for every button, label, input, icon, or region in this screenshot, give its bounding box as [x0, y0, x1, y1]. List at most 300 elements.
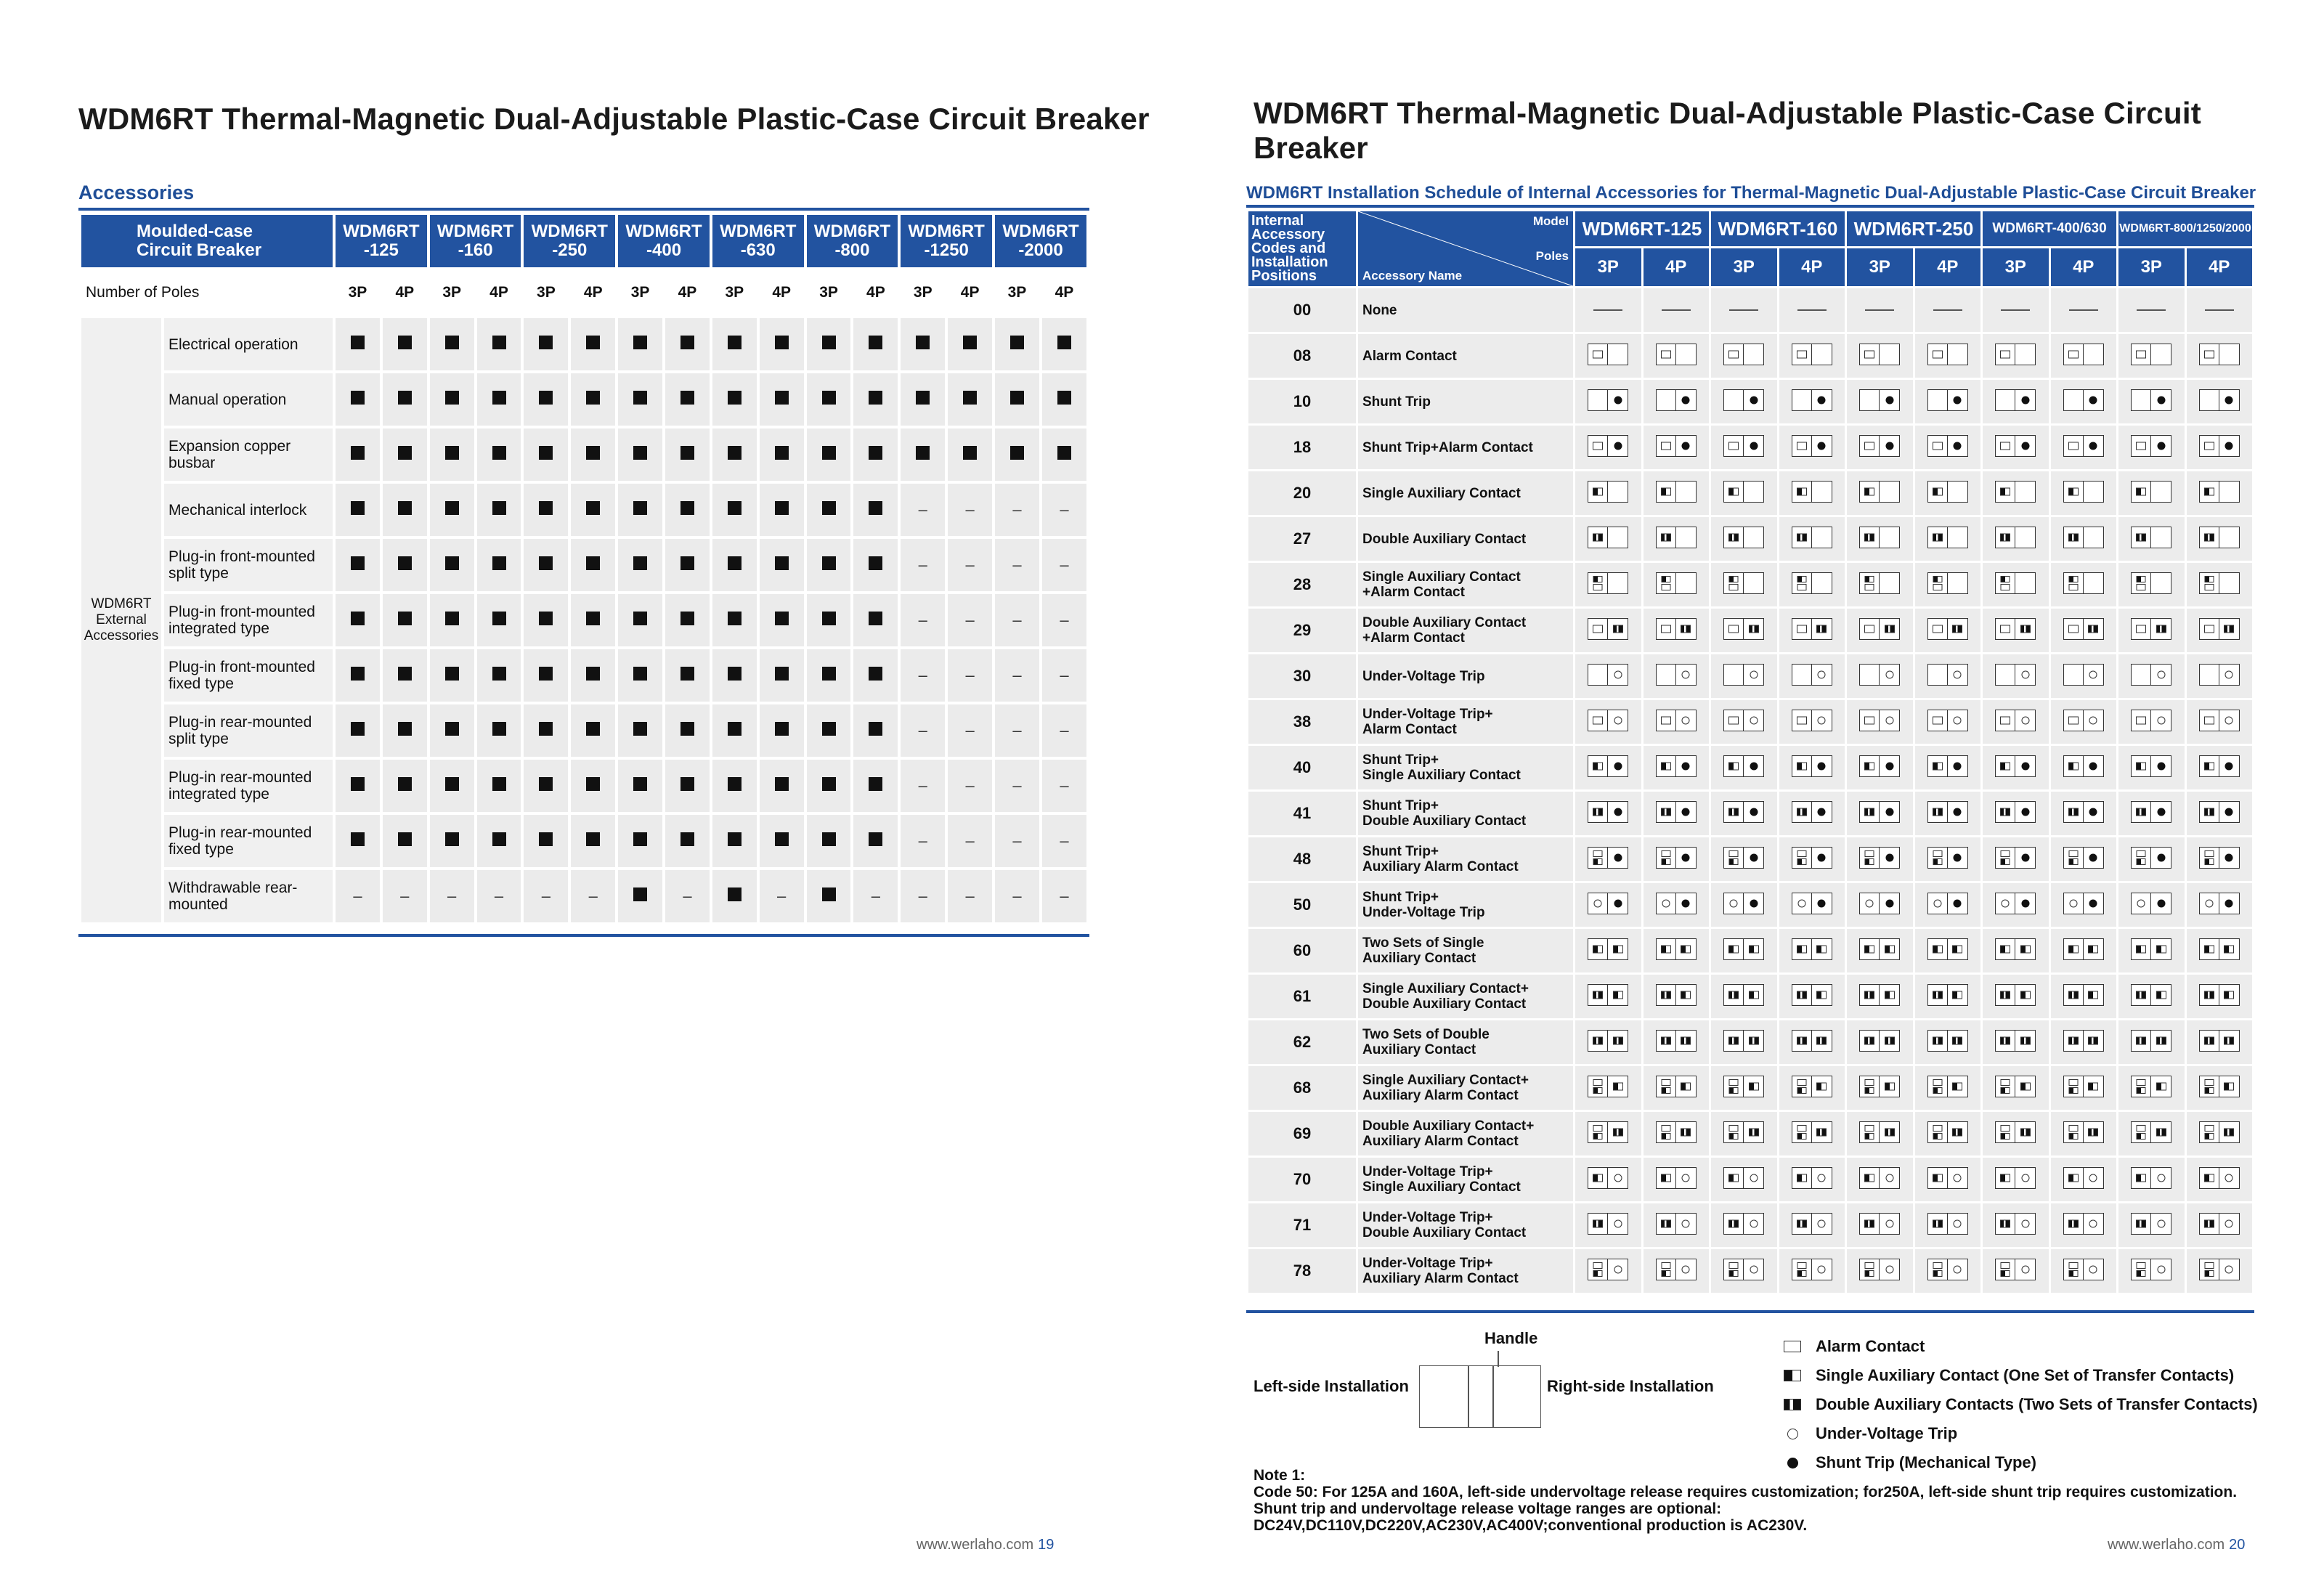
- slot-pair: [1927, 984, 1968, 1006]
- available-square-icon: [1010, 446, 1024, 460]
- symbol-cell: [2051, 426, 2117, 469]
- symbol-cell: [2051, 1203, 2117, 1247]
- symbol-cell: [1915, 975, 1981, 1018]
- available-square-icon: [822, 722, 836, 736]
- availability-cell: [948, 815, 992, 867]
- accessory-name: Alarm Contact: [1358, 334, 1573, 378]
- symbol-cell: [1983, 288, 2049, 332]
- accessory-slot: [1880, 893, 1900, 914]
- availability-cell: [1042, 870, 1086, 922]
- single-aux-contact-icon: [1816, 945, 1827, 953]
- stacked-symbols: [2204, 1125, 2214, 1140]
- symbol-cell: [1915, 609, 1981, 652]
- accessory-slot: [1880, 527, 1900, 548]
- double-aux-contact-icon: [1952, 625, 1962, 633]
- accessory-slot: [1723, 1213, 1744, 1235]
- shunt-trip-icon: [1954, 762, 1962, 770]
- availability-cell: [571, 318, 615, 370]
- stacked-symbols: [1593, 1125, 1603, 1140]
- availability-cell: [760, 815, 804, 867]
- accessory-slot: [1723, 710, 1744, 731]
- symbol-cell: [1711, 288, 1777, 332]
- alarm-contact-icon: [2137, 850, 2146, 857]
- symbol-cell: [2051, 1249, 2117, 1293]
- accessory-slot: [2131, 938, 2151, 960]
- single-aux-contact-icon: [1593, 1270, 1603, 1277]
- availability-cell: [853, 594, 898, 646]
- alarm-contact-icon: [2068, 1125, 2078, 1132]
- single-aux-contact-icon: [1661, 576, 1670, 582]
- pole-cell: 4P: [571, 270, 615, 315]
- symbol-cell: [1847, 975, 1913, 1018]
- accessory-slot: [2063, 1030, 2084, 1052]
- available-square-icon: [728, 391, 742, 405]
- symbol-cell: [1915, 654, 1981, 698]
- alarm-contact-icon: [1728, 442, 1739, 450]
- availability-cell: [571, 428, 615, 481]
- availability-cell: [383, 318, 427, 370]
- accessory-slot: [2131, 1259, 2151, 1280]
- accessory-code: 38: [1248, 700, 1356, 744]
- accessory-slot: [1995, 1259, 2015, 1280]
- feature-label: Plug-in front-mounted split type: [164, 539, 333, 591]
- symbol-cell: [2187, 929, 2253, 972]
- symbol-cell: [1847, 563, 1913, 606]
- double-aux-contact-icon: [2068, 808, 2079, 816]
- symbol-cell: [1575, 837, 1641, 881]
- under-voltage-trip-icon: [2157, 1265, 2165, 1273]
- availability-cell: [524, 318, 568, 370]
- single-aux-contact-icon: [1729, 858, 1739, 865]
- availability-cell: [524, 594, 568, 646]
- header-moulded-case: Moulded-case Circuit Breaker: [81, 215, 333, 267]
- not-available-dash: –: [1012, 887, 1022, 905]
- single-aux-contact-icon: [1613, 945, 1623, 953]
- alarm-contact-icon: [1797, 1262, 1806, 1269]
- available-square-icon: [1010, 391, 1024, 405]
- double-aux-contact-icon: [2088, 625, 2098, 633]
- under-voltage-trip-icon: [1750, 1265, 1758, 1273]
- symbol-cell: [1847, 609, 1913, 652]
- slot-pair: [1995, 710, 2036, 731]
- stacked-symbols: [1933, 576, 1942, 590]
- symbol-cell: [1915, 1158, 1981, 1201]
- stacked-symbols: [2068, 1262, 2078, 1277]
- slot-pair: [1656, 527, 1697, 548]
- double-aux-contact-icon: [1933, 991, 1943, 999]
- alarm-contact-icon: [1933, 584, 1942, 590]
- slot-pair: [1927, 801, 1968, 823]
- available-square-icon: [492, 446, 506, 460]
- accessory-slot: [1859, 389, 1880, 411]
- stacked-symbols: [2001, 850, 2010, 865]
- note-line: DC24V,DC110V,DC220V,AC230V,AC400V;conventional production is AC230V.: [1254, 1517, 1808, 1534]
- accessory-slot: [2084, 664, 2104, 686]
- accessory-slot: [2015, 618, 2036, 640]
- slot-pair: [2199, 1076, 2240, 1097]
- accessory-slot: [1723, 1076, 1744, 1097]
- available-square-icon: [539, 832, 553, 846]
- stacked-symbols: [1729, 576, 1739, 590]
- accessory-slot: [1608, 618, 1628, 640]
- not-available-dash: –: [1060, 776, 1069, 795]
- availability-cell: [430, 870, 474, 922]
- accessory-slot: [2199, 893, 2219, 914]
- accessory-slot: [1859, 710, 1880, 731]
- symbol-cell: [1847, 746, 1913, 789]
- double-aux-contact-icon: [2224, 1128, 2234, 1136]
- available-square-icon: [492, 501, 506, 515]
- double-aux-contact-icon: [1661, 1219, 1671, 1227]
- slot-pair: [1723, 435, 1764, 457]
- pole-header: 4P: [1915, 248, 1981, 286]
- slot-pair: [1995, 1259, 2036, 1280]
- symbol-cell: [2118, 654, 2185, 698]
- accessory-slot: [1880, 1076, 1900, 1097]
- alarm-contact-icon: [2068, 850, 2078, 857]
- slot-pair: [1927, 938, 1968, 960]
- shunt-trip-icon: [1682, 762, 1690, 770]
- single-aux-contact-icon: [2001, 1133, 2010, 1140]
- alarm-contact-icon: [2068, 1262, 2078, 1269]
- alarm-contact-icon: [1661, 850, 1670, 857]
- symbol-cell: [1575, 334, 1641, 378]
- slot-pair: [1859, 1167, 1900, 1189]
- available-square-icon: [869, 832, 882, 846]
- stacked-symbols: [2001, 1125, 2010, 1140]
- single-aux-contact-icon: [1593, 487, 1603, 495]
- accessory-slot: [1656, 481, 1676, 503]
- single-aux-contact-icon: [2088, 991, 2098, 999]
- accessory-slot: [2151, 1213, 2171, 1235]
- slot-pair: [2063, 389, 2104, 411]
- accessory-slot: [1723, 801, 1744, 823]
- accessory-slot: [1656, 1121, 1676, 1143]
- table-row: [1248, 837, 2252, 881]
- accessory-slot: [1608, 801, 1628, 823]
- slot-pair: [2063, 1121, 2104, 1143]
- accessory-slot: [1792, 893, 1812, 914]
- accessory-slot: [1812, 938, 1832, 960]
- single-aux-contact-icon: [2020, 991, 2031, 999]
- double-aux-contact-icon: [1933, 1219, 1943, 1227]
- shunt-trip-icon: [1818, 762, 1826, 770]
- double-aux-contact-icon: [1933, 808, 1943, 816]
- legend-item: [1784, 1419, 2258, 1448]
- slot-pair: [2063, 1259, 2104, 1280]
- double-aux-contact-icon: [2000, 991, 2010, 999]
- diagonal-header: [1358, 211, 1573, 286]
- accessory-slot: [1656, 755, 1676, 777]
- symbol-cell: [1644, 517, 1710, 561]
- symbol-cell: [1779, 1203, 1845, 1247]
- double-aux-contact-icon: [1797, 1219, 1807, 1227]
- accessory-slot: [2219, 938, 2240, 960]
- symbol-cell: [2051, 1112, 2117, 1155]
- accessory-slot: [2015, 847, 2036, 869]
- single-aux-contact-icon: [1933, 1174, 1943, 1182]
- accessory-slot: [1880, 801, 1900, 823]
- feature-label: Mechanical interlock: [164, 484, 333, 536]
- accessory-slot: [1744, 389, 1764, 411]
- slot-pair: [1723, 847, 1764, 869]
- slot-pair: [1656, 1259, 1697, 1280]
- accessory-slot: [2131, 984, 2151, 1006]
- slot-pair: [1656, 481, 1697, 503]
- double-aux-contact-icon: [2156, 1036, 2166, 1044]
- alarm-contact-icon: [1797, 1125, 1806, 1132]
- double-aux-contact-icon: [2136, 808, 2146, 816]
- accessory-slot: [2084, 1167, 2104, 1189]
- single-aux-contact-icon: [2068, 1174, 2079, 1182]
- slot-pair: [1656, 847, 1697, 869]
- double-aux-contact-icon: [1593, 808, 1603, 816]
- double-aux-contact-icon: [1797, 991, 1807, 999]
- available-square-icon: [586, 391, 600, 405]
- under-voltage-trip-icon: [1594, 899, 1602, 907]
- legend-label: Under-Voltage Trip: [1816, 1424, 1958, 1442]
- accessory-slot: [1588, 1167, 1608, 1189]
- accessory-slot: [2131, 755, 2151, 777]
- accessory-slot: [2015, 1076, 2036, 1097]
- accessory-slot: [2199, 664, 2219, 686]
- slot-pair: [1859, 893, 1900, 914]
- alarm-contact-icon: [2068, 584, 2078, 590]
- double-aux-contact-icon: [2156, 1128, 2166, 1136]
- double-aux-contact-icon: [1728, 991, 1739, 999]
- available-square-icon: [445, 501, 459, 515]
- note-line: Note 1:: [1254, 1467, 1306, 1484]
- pole-cell: 3P: [336, 270, 380, 315]
- accessory-slot: [2063, 938, 2084, 960]
- slot-pair: [1927, 435, 1968, 457]
- pole-cell: 4P: [665, 270, 710, 315]
- available-square-icon: [398, 446, 412, 460]
- symbol-cell: [2187, 1112, 2253, 1155]
- available-square-icon: [351, 612, 365, 625]
- slot-pair: [1588, 1076, 1628, 1097]
- symbol-cell: [2187, 792, 2253, 835]
- accessory-slot: [2199, 1076, 2219, 1097]
- under-voltage-trip-icon: [1797, 899, 1805, 907]
- accessory-slot: [1744, 847, 1764, 869]
- accessory-slot: [1948, 435, 1968, 457]
- availability-cell: [665, 594, 710, 646]
- slot-pair: [2199, 435, 2240, 457]
- stacked-symbols: [1729, 850, 1739, 865]
- available-square-icon: [963, 391, 977, 405]
- stacked-symbols: [1729, 1125, 1739, 1140]
- slot-pair: [1588, 984, 1628, 1006]
- available-square-icon: [492, 722, 506, 736]
- accessory-slot: [1927, 938, 1948, 960]
- under-voltage-trip-icon: [2089, 1265, 2097, 1273]
- available-square-icon: [869, 556, 882, 570]
- single-aux-contact-icon: [1816, 1082, 1827, 1090]
- under-voltage-trip-icon: [1787, 1429, 1798, 1439]
- shunt-trip-icon: [1682, 442, 1690, 450]
- shunt-trip-icon: [2157, 442, 2165, 450]
- availability-cell: [948, 704, 992, 757]
- single-aux-contact-icon: [1784, 1370, 1801, 1381]
- available-square-icon: [633, 446, 647, 460]
- alarm-contact-icon: [1865, 584, 1874, 590]
- availability-cell: [618, 704, 662, 757]
- pole-header: 4P: [2051, 248, 2117, 286]
- available-square-icon: [445, 832, 459, 846]
- under-voltage-trip-icon: [1614, 1174, 1622, 1182]
- not-available-dash: –: [1012, 556, 1022, 574]
- pole-cell: 3P: [901, 270, 945, 315]
- single-aux-contact-icon: [2000, 1174, 2010, 1182]
- accessory-slot: [2151, 1030, 2171, 1052]
- available-square-icon: [586, 777, 600, 791]
- availability-cell: [383, 373, 427, 426]
- slot-pair: [2131, 1121, 2171, 1143]
- availability-cell: [995, 649, 1039, 702]
- legend-symbol: [1784, 1429, 1816, 1439]
- under-voltage-trip-icon: [1682, 1174, 1690, 1182]
- accessory-slot: [2131, 1076, 2151, 1097]
- under-voltage-trip-icon: [1954, 670, 1962, 678]
- slot-pair: [1723, 1076, 1764, 1097]
- single-aux-contact-icon: [1864, 487, 1874, 495]
- availability-cell: [712, 704, 757, 757]
- availability-cell: [430, 704, 474, 757]
- symbol-cell: [1644, 837, 1710, 881]
- shunt-trip-icon: [1750, 808, 1758, 816]
- available-square-icon: [775, 722, 789, 736]
- not-available-dash: –: [918, 611, 927, 629]
- alarm-contact-icon: [1797, 442, 1807, 450]
- available-square-icon: [539, 391, 553, 405]
- accessory-slot: [2131, 1213, 2151, 1235]
- shunt-trip-icon: [2021, 442, 2029, 450]
- pole-header: 3P: [1711, 248, 1777, 286]
- accessory-slot: [1948, 618, 1968, 640]
- accessory-slot: [1588, 572, 1608, 594]
- symbol-cell: [1915, 883, 1981, 927]
- accessory-slot: [2219, 1213, 2240, 1235]
- accessory-slot: [1723, 1259, 1744, 1280]
- symbol-cell: [1983, 563, 2049, 606]
- available-square-icon: [822, 832, 836, 846]
- symbol-cell: [1644, 1066, 1710, 1110]
- symbol-cell: [1915, 1020, 1981, 1064]
- stacked-symbols: [1661, 1125, 1670, 1140]
- single-aux-contact-icon: [2068, 762, 2079, 770]
- available-square-icon: [351, 336, 365, 349]
- slot-pair: [2063, 847, 2104, 869]
- single-aux-contact-icon: [1681, 1082, 1691, 1090]
- availability-cell: [1042, 428, 1086, 481]
- availability-cell: [807, 649, 851, 702]
- accessory-slot: [1792, 1076, 1812, 1097]
- slot-pair: [1723, 1213, 1764, 1235]
- accessory-name: Single Auxiliary Contact+ Double Auxiliary Contact: [1358, 975, 1573, 1018]
- symbol-cell: [1983, 700, 2049, 744]
- accessory-slot: [1792, 938, 1812, 960]
- not-available-dash: –: [353, 887, 362, 905]
- accessory-slot: [1656, 1167, 1676, 1189]
- accessory-slot: [1723, 527, 1744, 548]
- symbol-cell: [1711, 1112, 1777, 1155]
- accessory-slot: [1792, 755, 1812, 777]
- slot-pair: [1792, 527, 1832, 548]
- accessory-slot: [1588, 481, 1608, 503]
- shunt-trip-icon: [1885, 808, 1893, 816]
- available-square-icon: [586, 336, 600, 349]
- symbol-cell: [1779, 288, 1845, 332]
- symbol-cell: [1779, 1249, 1845, 1293]
- accessory-slot: [1880, 1259, 1900, 1280]
- single-aux-contact-icon: [2001, 1087, 2010, 1094]
- single-aux-contact-icon: [1885, 1082, 1895, 1090]
- slot-pair: [1588, 801, 1628, 823]
- symbol-cell: [1575, 471, 1641, 515]
- stacked-symbols: [1933, 1262, 1942, 1277]
- symbol-cell: [1711, 700, 1777, 744]
- accessory-slot: [2199, 1121, 2219, 1143]
- availability-cell: [665, 649, 710, 702]
- slot-pair: [1656, 572, 1697, 594]
- accessory-slot: [2219, 618, 2240, 640]
- accessory-name: Shunt Trip+ Under-Voltage Trip: [1358, 883, 1573, 927]
- single-aux-contact-icon: [1797, 487, 1807, 495]
- accessory-slot: [2151, 344, 2171, 365]
- shunt-trip-icon: [1818, 853, 1826, 861]
- symbol-cell: [1575, 1112, 1641, 1155]
- double-aux-contact-icon: [2088, 1128, 2098, 1136]
- accessory-slot: [1948, 1121, 1968, 1143]
- availability-cell: [948, 539, 992, 591]
- feature-label: Plug-in front-mounted fixed type: [164, 649, 333, 702]
- accessory-slot: [1656, 1259, 1676, 1280]
- availability-cell: [524, 760, 568, 812]
- availability-cell: [807, 484, 851, 536]
- table-row: [1248, 746, 2252, 789]
- symbol-cell: [1575, 975, 1641, 1018]
- availability-cell: [336, 704, 380, 757]
- single-aux-contact-icon: [2204, 858, 2214, 865]
- under-voltage-trip-icon: [2089, 1174, 2097, 1182]
- accessory-slot: [1656, 389, 1676, 411]
- symbol-cell: [1915, 792, 1981, 835]
- accessory-slot: [2063, 1167, 2084, 1189]
- accessory-slot: [1656, 572, 1676, 594]
- stacked-symbols: [2137, 576, 2146, 590]
- accessory-slot: [1859, 847, 1880, 869]
- slot-pair: [1995, 664, 2036, 686]
- availability-cell: [477, 870, 521, 922]
- accessory-slot: [2015, 435, 2036, 457]
- available-square-icon: [445, 722, 459, 736]
- single-aux-contact-icon: [2068, 945, 2079, 953]
- available-square-icon: [869, 612, 882, 625]
- stacked-symbols: [1865, 850, 1874, 865]
- double-aux-contact-icon: [2068, 533, 2079, 541]
- symbol-cell: [1575, 380, 1641, 423]
- accessory-code: 62: [1248, 1020, 1356, 1064]
- availability-cell: [477, 704, 521, 757]
- accessory-slot: [1995, 1213, 2015, 1235]
- alarm-contact-icon: [1865, 1079, 1874, 1086]
- symbol-cell: [1644, 1020, 1710, 1064]
- note-block: [1254, 1467, 2237, 1534]
- shunt-trip-icon: [1885, 442, 1893, 450]
- stacked-symbols: [1593, 850, 1603, 865]
- double-aux-contact-icon: [1681, 1128, 1691, 1136]
